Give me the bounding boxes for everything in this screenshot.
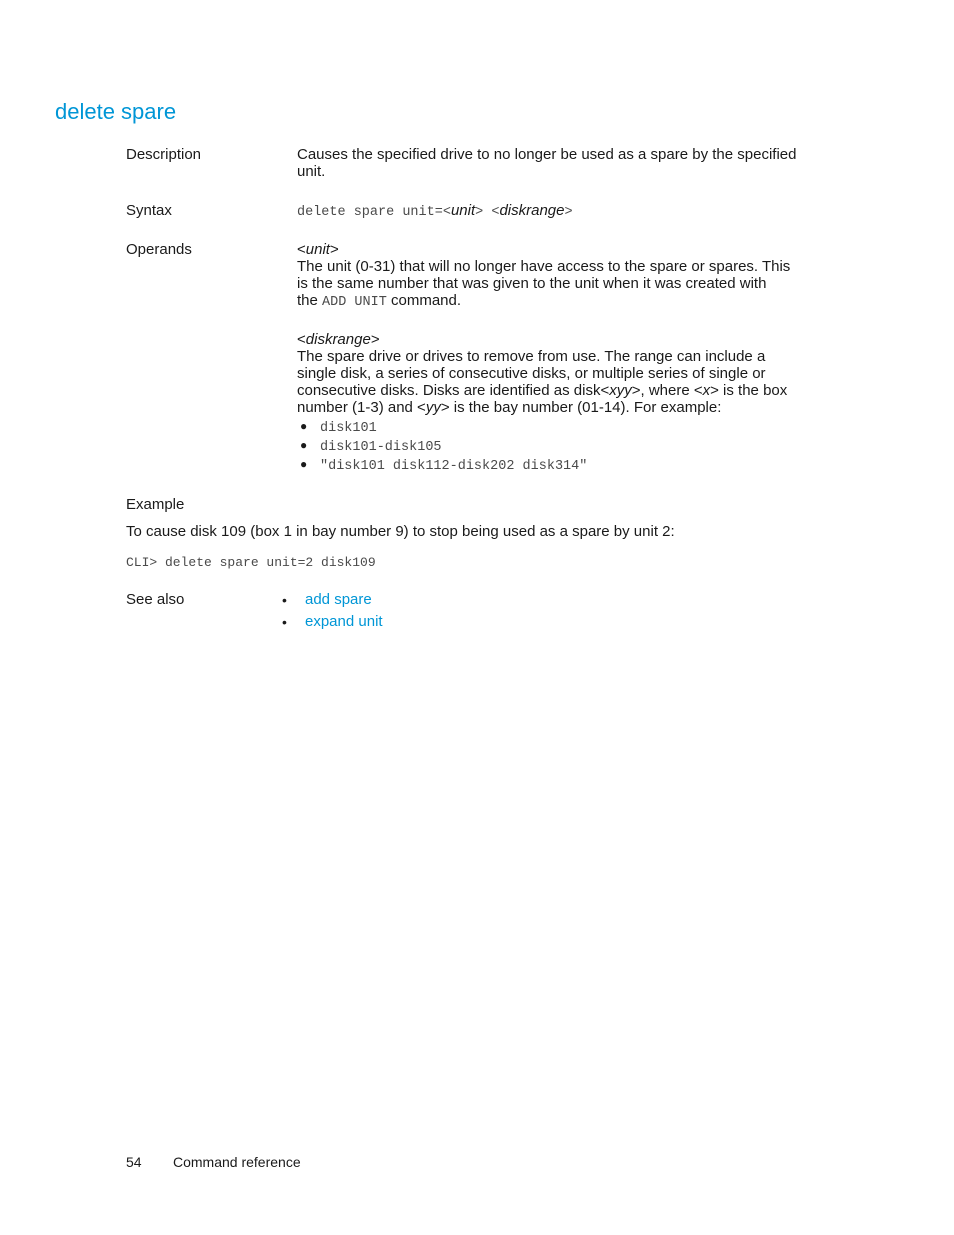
operand-unit-desc: the ADD UNIT command.: [297, 292, 462, 310]
syntax-command: delete spare unit=<: [297, 205, 451, 220]
page-title: delete spare: [55, 99, 177, 124]
operand-unit-name: <unit>: [297, 241, 339, 258]
list-item: [282, 589, 383, 611]
list-item: ● disk101: [300, 419, 377, 436]
operands-label: Operands: [126, 241, 192, 258]
operand-unit-desc: The unit (0-31) that will no longer have access to the spare or spares. This: [297, 258, 791, 275]
bullet-icon: •: [282, 592, 287, 608]
bullet-icon: •: [282, 614, 287, 630]
diskrange-examples: [297, 417, 817, 474]
link-expand-unit[interactable]: expand unit: [305, 613, 383, 630]
bullet-icon: ●: [300, 438, 308, 452]
operand-diskrange-name: <diskrange>: [297, 331, 380, 348]
operand-diskrange-desc: single disk, a series of consecutive disks, or multiple series of single or: [297, 365, 766, 382]
bullet-icon: ●: [300, 419, 308, 433]
operand-diskrange: [297, 331, 817, 474]
description-label: Description: [126, 146, 202, 163]
operand-unit-desc: is the same number that was given to the unit when it was created with: [297, 275, 767, 292]
syntax-separator: > <: [475, 205, 500, 220]
description-line: unit.: [297, 163, 326, 180]
syntax-label: Syntax: [126, 202, 172, 219]
see-also-list: [282, 589, 383, 633]
example-code: CLI> delete spare unit=2 disk109: [126, 555, 376, 570]
operand-diskrange-desc: consecutive disks. Disks are identified as disk<xyy>, where <x> is the box: [297, 382, 788, 399]
example-label: Example: [126, 496, 185, 513]
see-also-label: See also: [126, 591, 185, 608]
syntax-end: >: [564, 205, 573, 220]
description-text: [297, 146, 817, 180]
example-text: To cause disk 109 (box 1 in bay number 9) to stop being used as a spare by unit 2:: [126, 523, 675, 540]
description-line: Causes the specified drive to no longer be used as a spare by the specified: [297, 146, 797, 163]
operand-diskrange-desc: The spare drive or drives to remove from use. The range can include a: [297, 348, 766, 365]
syntax-unit-param: unit: [450, 202, 476, 219]
operand-unit: [297, 241, 817, 311]
list-item: ● disk101-disk105: [300, 438, 442, 455]
footer-section: Command reference: [173, 1154, 301, 1170]
list-item: ● "disk101 disk112-disk202 disk314": [300, 457, 588, 474]
syntax-diskrange-param: diskrange: [499, 202, 565, 219]
syntax-text: [297, 202, 817, 221]
add-unit-code: ADD UNIT: [322, 295, 387, 310]
page-number: 54: [126, 1154, 142, 1170]
link-add-spare[interactable]: add spare: [305, 591, 372, 608]
list-item: [282, 611, 383, 633]
bullet-icon: ●: [300, 457, 308, 471]
operand-diskrange-desc: number (1-3) and <yy> is the bay number (01-14). For example:: [297, 399, 722, 416]
